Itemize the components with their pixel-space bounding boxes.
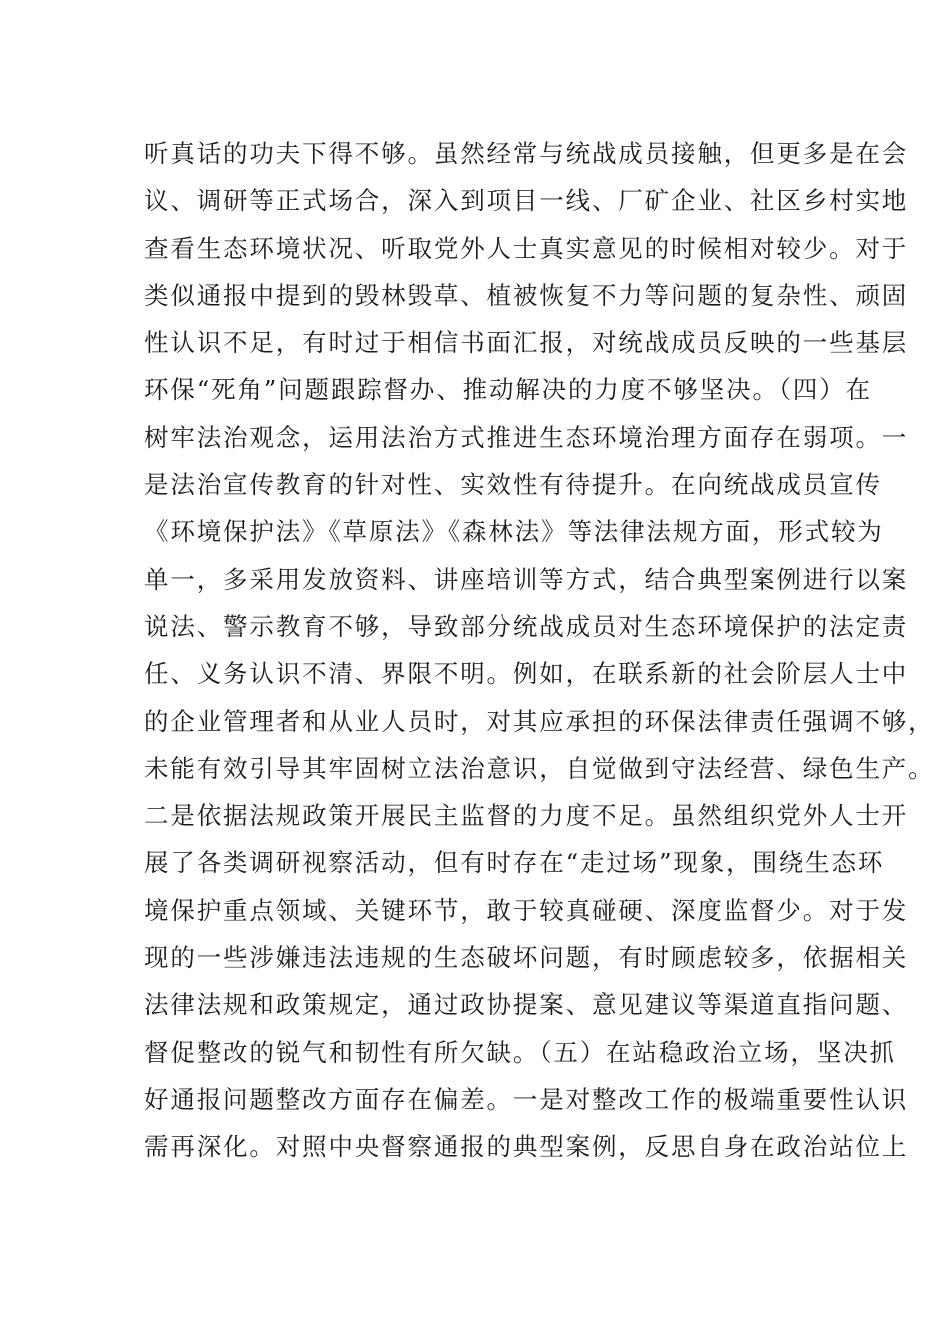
text-line: 是法治宣传教育的针对性、实效性有待提升。在向统战成员宣传	[144, 470, 882, 500]
text-line: 法律法规和政策规定，通过政协提案、意见建议等渠道直指问题、	[144, 990, 909, 1020]
text-line: 听真话的功夫下得不够。虽然经常与统战成员接触，但更多是在会	[144, 139, 909, 168]
text-line: 单一，多采用发放资料、讲座培训等方式，结合典型案例进行以案	[144, 564, 909, 594]
text-line: 现的一些涉嫌违法违规的生态破坏问题，有时顾虑较多，依据相关	[144, 943, 909, 973]
text-line: 《环境保护法》《草原法》《森林法》等法律法规方面，形式较为	[144, 517, 884, 547]
text-line: 议、调研等正式场合，深入到项目一线、厂矿企业、社区乡村实地	[144, 186, 909, 216]
body-text	[144, 136, 935, 1177]
text-line: 展了各类调研视察活动，但有时存在“走过场”现象，围绕生态环	[144, 848, 885, 878]
text-line: 树牢法治观念，运用法治方式推进生态环境治理方面存在弱项。一	[144, 422, 909, 452]
text-line: 查看生态环境状况、听取党外人士真实意见的时候相对较少。对于	[144, 233, 909, 263]
text-line: 需再深化。对照中央督察通报的典型案例，反思自身在政治站位上	[144, 1132, 909, 1162]
text-line: 的企业管理者和从业人员时，对其应承担的环保法律责任强调不够，	[144, 706, 935, 736]
text-line: 未能有效引导其牢固树立法治意识，自觉做到守法经营、绿色生产。	[144, 753, 935, 783]
text-line: 性认识不足，有时过于相信书面汇报，对统战成员反映的一些基层	[144, 328, 909, 358]
text-line: 环保“死角”问题跟踪督办、推动解决的力度不够坚决。（四）在	[144, 375, 872, 405]
text-line: 任、义务认识不清、界限不明。例如，在联系新的社会阶层人士中	[144, 659, 909, 689]
text-line: 二是依据法规政策开展民主监督的力度不足。虽然组织党外人士开	[144, 801, 909, 831]
text-line: 说法、警示教育不够，导致部分统战成员对生态环境保护的法定责	[144, 611, 909, 641]
text-line: 督促整改的锐气和韧性有所欠缺。（五）在站稳政治立场，坚决抓	[144, 1037, 896, 1067]
text-line: 好通报问题整改方面存在偏差。一是对整改工作的极端重要性认识	[144, 1084, 909, 1114]
text-line: 类似通报中提到的毁林毁草、植被恢复不力等问题的复杂性、顽固	[144, 280, 909, 310]
text-line: 境保护重点领域、关键环节，敢于较真碰硬、深度监督少。对于发	[144, 895, 909, 925]
